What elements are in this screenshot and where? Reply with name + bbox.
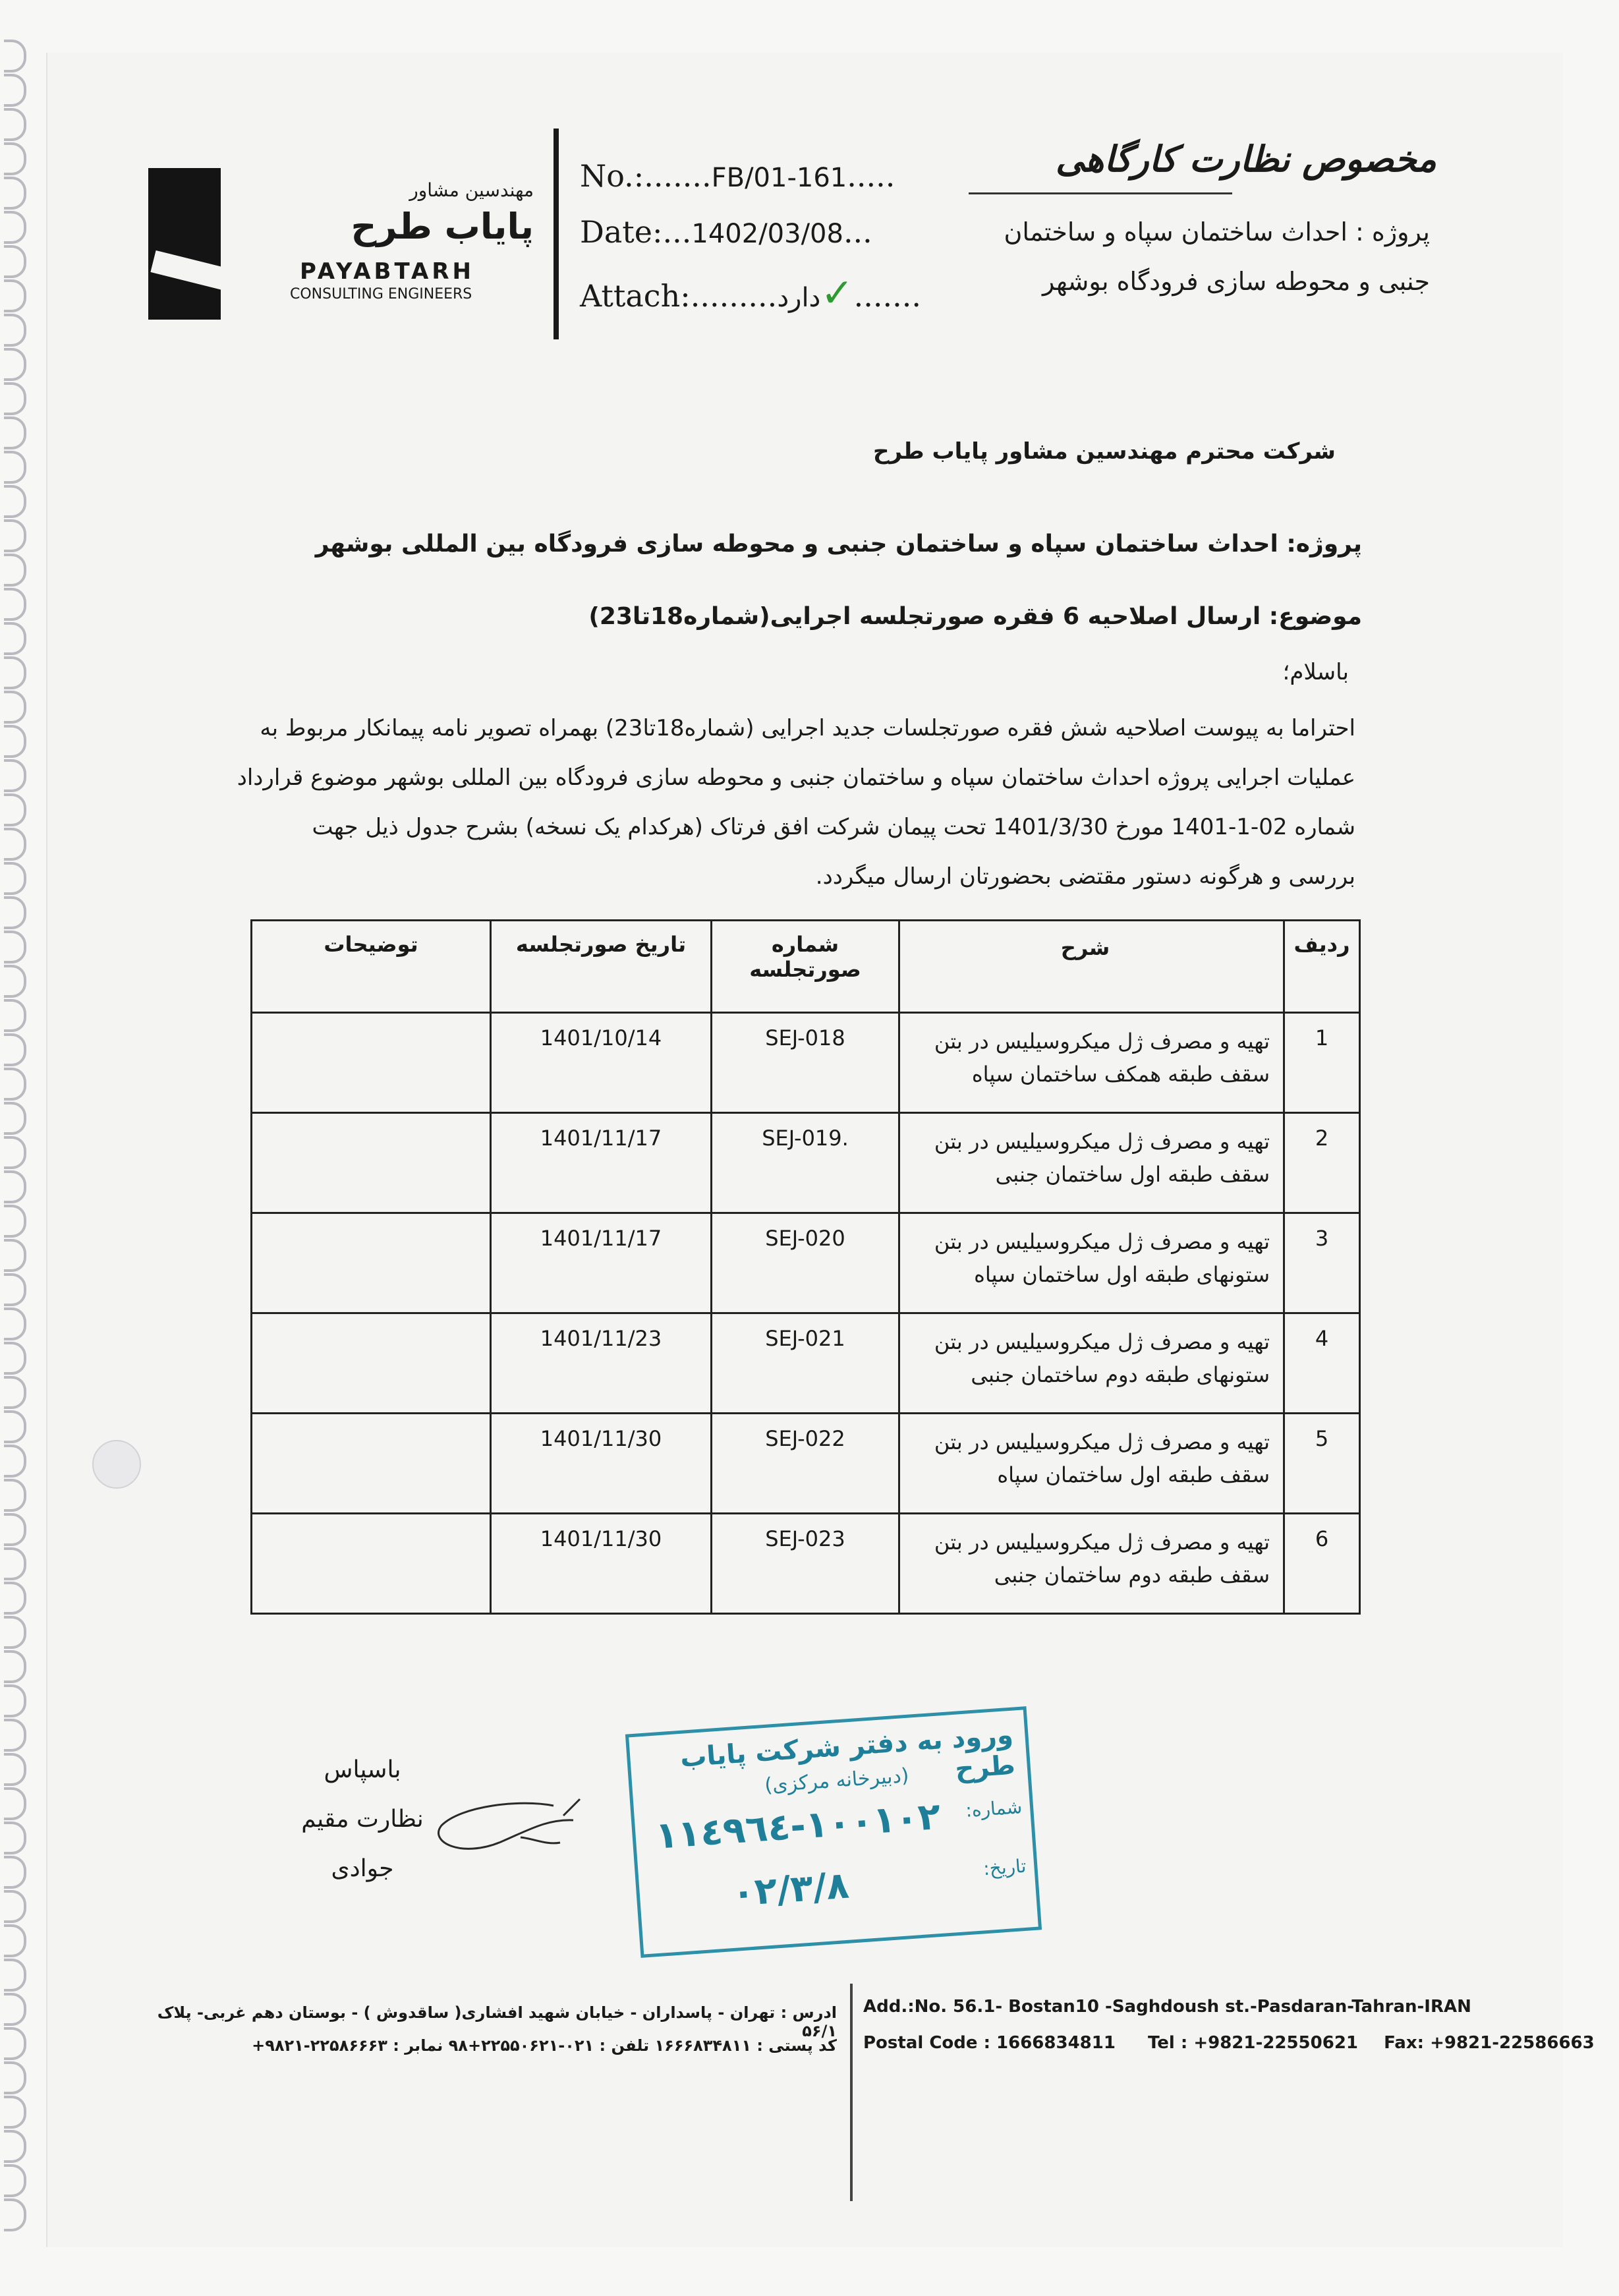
- table-row: [252, 1414, 1360, 1514]
- row-description-line: تهیه و مصرف ژل میکروسیلیس در بتن: [934, 1329, 1270, 1354]
- spiral-hole: [4, 1479, 26, 1512]
- row-number: 5: [1284, 1414, 1360, 1514]
- letter-recipient: شرکت محترم مهندسین مشاور پایاب طرح: [873, 438, 1336, 465]
- punch-hole: [92, 1440, 141, 1489]
- signature-thanks: باسپاس: [324, 1756, 401, 1783]
- table-header-row: [252, 921, 1360, 1013]
- spiral-hole: [4, 1376, 26, 1409]
- row-code: SEJ-020: [712, 1213, 899, 1313]
- row-description: [899, 1213, 1284, 1313]
- spiral-binding: [0, 40, 40, 2267]
- row-description-line: سقف طبقه اول ساختمان جنبی: [995, 1161, 1270, 1187]
- spiral-hole: [4, 896, 26, 929]
- spiral-hole: [4, 759, 26, 792]
- row-notes: [252, 1514, 491, 1614]
- row-description-line: تهیه و مصرف ژل میکروسیلیس در بتن: [934, 1129, 1270, 1154]
- letter-attach-label: Attach:: [580, 278, 691, 314]
- header-project-line1: پروژه : احداث ساختمان سپاه و ساختمان: [1004, 217, 1430, 246]
- spiral-hole: [4, 999, 26, 1032]
- spiral-hole: [4, 1410, 26, 1443]
- row-description: [899, 1013, 1284, 1113]
- header-notes: توضیحات: [252, 921, 491, 1013]
- spiral-hole: [4, 1205, 26, 1238]
- spiral-hole: [4, 2198, 26, 2231]
- row-description-line: سقف طبقه اول ساختمان سپاه: [997, 1462, 1270, 1487]
- letter-number-value: FB/01-161: [711, 163, 847, 193]
- row-notes: [252, 1113, 491, 1213]
- spiral-hole: [4, 931, 26, 963]
- table-row: [252, 1213, 1360, 1313]
- table-row: [252, 1313, 1360, 1414]
- spiral-hole: [4, 1307, 26, 1340]
- footer-fax-en: Fax: +9821-22586663: [1384, 2033, 1595, 2053]
- row-number: 2: [1284, 1113, 1360, 1213]
- spiral-hole: [4, 1547, 26, 1580]
- header-title-underline: [969, 192, 1232, 194]
- row-notes: [252, 1414, 491, 1514]
- letter-date-value: 1402/03/08: [691, 219, 843, 249]
- spiral-hole: [4, 74, 26, 107]
- spiral-hole: [4, 1102, 26, 1135]
- letter-project: پروژه: احداث ساختمان سپاه و ساختمان جنبی و محوطه سازی فرودگاه بین المللی بوشهر: [315, 531, 1362, 558]
- footer-divider: [850, 1984, 853, 2201]
- stamp-title: ورود به دفتر شرکت پایاب طرح: [679, 1719, 1017, 1785]
- spiral-hole: [4, 2130, 26, 2163]
- spiral-hole: [4, 1033, 26, 1066]
- table-row: [252, 1013, 1360, 1113]
- spiral-hole: [4, 1170, 26, 1203]
- spiral-hole: [4, 1650, 26, 1683]
- spiral-hole: [4, 622, 26, 655]
- row-description-line: تهیه و مصرف ژل میکروسیلیس در بتن: [934, 1530, 1270, 1555]
- signature-name: جوادی: [331, 1855, 394, 1882]
- letter-body-line: بررسی و هرگونه دستور مقتضی بحضورتان ارسال میگردد.: [815, 863, 1355, 890]
- logo-company-subtitle-en: CONSULTING ENGINEERS: [290, 286, 472, 302]
- spiral-hole: [4, 1856, 26, 1889]
- row-notes: [252, 1313, 491, 1414]
- row-number: 6: [1284, 1514, 1360, 1614]
- stamp-subtitle: (دبیرخانه مرکزی): [764, 1764, 910, 1798]
- row-date: 1401/11/23: [491, 1313, 712, 1414]
- spiral-hole: [4, 656, 26, 689]
- spiral-hole: [4, 1136, 26, 1169]
- spiral-hole: [4, 1342, 26, 1375]
- letter-attach: Attach:.........دارد✓.......: [580, 270, 922, 316]
- row-description-line: تهیه و مصرف ژل میکروسیلیس در بتن: [934, 1029, 1270, 1054]
- letter-greeting: باسلام؛: [1282, 659, 1349, 685]
- row-date: 1401/10/14: [491, 1013, 712, 1113]
- row-description-line: سقف طبقه دوم ساختمان جنبی: [994, 1562, 1270, 1588]
- spiral-hole: [4, 725, 26, 758]
- row-code: SEJ-018: [712, 1013, 899, 1113]
- spiral-hole: [4, 1924, 26, 1957]
- letter-number: No.:.......FB/01-161.....: [580, 158, 895, 194]
- spiral-hole: [4, 2164, 26, 2197]
- spiral-hole: [4, 382, 26, 415]
- letter-body-line: عملیات اجرایی پروژه احداث ساختمان سپاه و ساختمان جنبی و محوطه سازی فرودگاه بین المللی بوشهر موضوع قرارداد: [237, 764, 1355, 791]
- spiral-hole: [4, 828, 26, 861]
- spiral-hole: [4, 314, 26, 347]
- spiral-hole: [4, 1445, 26, 1478]
- row-description: [899, 1514, 1284, 1614]
- row-description: [899, 1414, 1284, 1514]
- letter-body-line: شماره 02-1-1401 مورخ 1401/3/30 تحت پیمان شرکت افق فرتاک (هرکدام یک نسخه) بشرح جدول ذیل جهت: [312, 814, 1355, 840]
- letter-body-line: احتراما به پیوست اصلاحیه شش فقره صورتجلسات جدید اجرایی (شماره18تا23) بهمراه تصویر نامه پیمانکار مربوط به: [260, 715, 1355, 741]
- header-date: تاریخ صورتجلسه: [491, 921, 712, 1013]
- company-logo-icon: [148, 168, 221, 320]
- row-description-line: ستونهای طبقه اول ساختمان سپاه: [974, 1261, 1270, 1287]
- spiral-hole: [4, 1068, 26, 1101]
- spiral-hole: [4, 554, 26, 587]
- row-number: 3: [1284, 1213, 1360, 1313]
- header-project-line2: جنبی و محوطه سازی فرودگاه بوشهر: [1042, 267, 1430, 296]
- spiral-hole: [4, 1822, 26, 1854]
- spiral-hole: [4, 1753, 26, 1786]
- spiral-hole: [4, 177, 26, 210]
- spiral-hole: [4, 40, 26, 72]
- row-date: 1401/11/30: [491, 1414, 712, 1514]
- row-date: 1401/11/17: [491, 1113, 712, 1213]
- header-desc: شرح: [899, 921, 1284, 1013]
- spiral-hole: [4, 108, 26, 141]
- header-code-line2: صورتجلسه: [749, 957, 861, 982]
- header-code-line1: شماره: [771, 932, 839, 957]
- spiral-hole: [4, 1582, 26, 1615]
- spiral-hole: [4, 211, 26, 244]
- letter-attach-value: دارد: [777, 283, 821, 313]
- table-row: [252, 1514, 1360, 1614]
- row-code: SEJ-023: [712, 1514, 899, 1614]
- spiral-hole: [4, 1239, 26, 1272]
- row-description-line: تهیه و مصرف ژل میکروسیلیس در بتن: [934, 1429, 1270, 1454]
- letter-date-label: Date:: [580, 214, 663, 250]
- minutes-table: [250, 919, 1361, 1615]
- spiral-hole: [4, 1959, 26, 1992]
- spiral-hole: [4, 2061, 26, 2094]
- header-title: مخصوص نظارت کارگاهی: [1056, 138, 1436, 180]
- signature-role: نظارت مقیم: [301, 1806, 424, 1833]
- spiral-hole: [4, 1513, 26, 1546]
- spiral-hole: [4, 862, 26, 895]
- spiral-hole: [4, 142, 26, 175]
- row-code: SEJ-022: [712, 1414, 899, 1514]
- row-date: 1401/11/30: [491, 1514, 712, 1614]
- header-code: [712, 921, 899, 1013]
- stamp-number-label: شماره:: [965, 1795, 1023, 1822]
- footer-contact-en: [863, 2033, 1595, 2053]
- row-notes: [252, 1013, 491, 1113]
- row-number: 1: [1284, 1013, 1360, 1113]
- spiral-hole: [4, 2027, 26, 2060]
- spiral-hole: [4, 416, 26, 449]
- spiral-hole: [4, 588, 26, 621]
- row-description: [899, 1113, 1284, 1213]
- letter-date: Date:...1402/03/08...: [580, 214, 872, 250]
- footer-contact-fa: کد پستی : ۱۶۶۶۸۳۴۸۱۱ تلفن : ۰۲۱-۲۲۵۵۰۶۲۱+۹۸ نمابر : ۲۲۵۸۶۶۶۳-۹۸۲۱+: [252, 2036, 837, 2055]
- spiral-hole: [4, 485, 26, 518]
- spiral-hole: [4, 691, 26, 724]
- spiral-hole: [4, 348, 26, 381]
- row-code: .SEJ-019: [712, 1113, 899, 1213]
- letter-number-label: No.:: [580, 158, 644, 194]
- spiral-hole: [4, 1890, 26, 1923]
- spiral-hole: [4, 279, 26, 312]
- spiral-hole: [4, 965, 26, 998]
- footer-postal-en: Postal Code : 1666834811: [863, 2033, 1116, 2053]
- row-description-line: تهیه و مصرف ژل میکروسیلیس در بتن: [934, 1229, 1270, 1254]
- row-notes: [252, 1213, 491, 1313]
- logo-company-name-en: PAYABTARH: [300, 258, 474, 285]
- letter-subject: موضوع: ارسال اصلاحیه 6 فقره صورتجلسه اجرایی(شماره18تا23): [588, 603, 1362, 630]
- spiral-hole: [4, 1273, 26, 1306]
- spiral-hole: [4, 2096, 26, 2129]
- row-description-line: ستونهای طبقه دوم ساختمان جنبی: [971, 1362, 1270, 1387]
- footer-tel-en: Tel : +9821-22550621: [1148, 2033, 1358, 2053]
- stamp-date-label: تاریخ:: [982, 1854, 1027, 1880]
- stamp-date-value: ٠٢/٣/٨: [730, 1864, 851, 1915]
- spiral-hole: [4, 1684, 26, 1717]
- stamp-number-value: ١٠٠١٠٢-١١٤٩٦٤: [654, 1794, 942, 1858]
- header-no: ردیف: [1284, 921, 1360, 1013]
- footer-address-en: Add.:No. 56.1- Bostan10 -Saghdoush st.-Pasdaran-Tahran-IRAN: [863, 1997, 1471, 2017]
- spiral-hole: [4, 1719, 26, 1752]
- row-description-line: سقف طبقه همکف ساختمان سپاه: [971, 1061, 1270, 1087]
- received-stamp: [625, 1706, 1042, 1958]
- spiral-hole: [4, 1616, 26, 1649]
- checkmark-icon: ✓: [820, 270, 854, 316]
- logo-company-name-fa: پایاب طرح: [351, 206, 534, 247]
- spiral-hole: [4, 1787, 26, 1820]
- spiral-hole: [4, 451, 26, 484]
- row-date: 1401/11/17: [491, 1213, 712, 1313]
- spiral-hole: [4, 519, 26, 552]
- spiral-hole: [4, 245, 26, 278]
- row-code: SEJ-021: [712, 1313, 899, 1414]
- table-row: [252, 1113, 1360, 1213]
- spiral-hole: [4, 1993, 26, 2026]
- header-divider: [554, 129, 559, 339]
- footer-address-fa: ادرس : تهران - پاسداران - خیابان شهید افشاری( ساقدوش ) - بوستان دهم غربی- پلاک ۵۶/۱: [157, 2003, 837, 2040]
- logo-consultant-label: مهندسین مشاور: [409, 179, 534, 201]
- handwritten-signature-icon: [422, 1779, 593, 1878]
- row-description: [899, 1313, 1284, 1414]
- spiral-hole: [4, 793, 26, 826]
- row-number: 4: [1284, 1313, 1360, 1414]
